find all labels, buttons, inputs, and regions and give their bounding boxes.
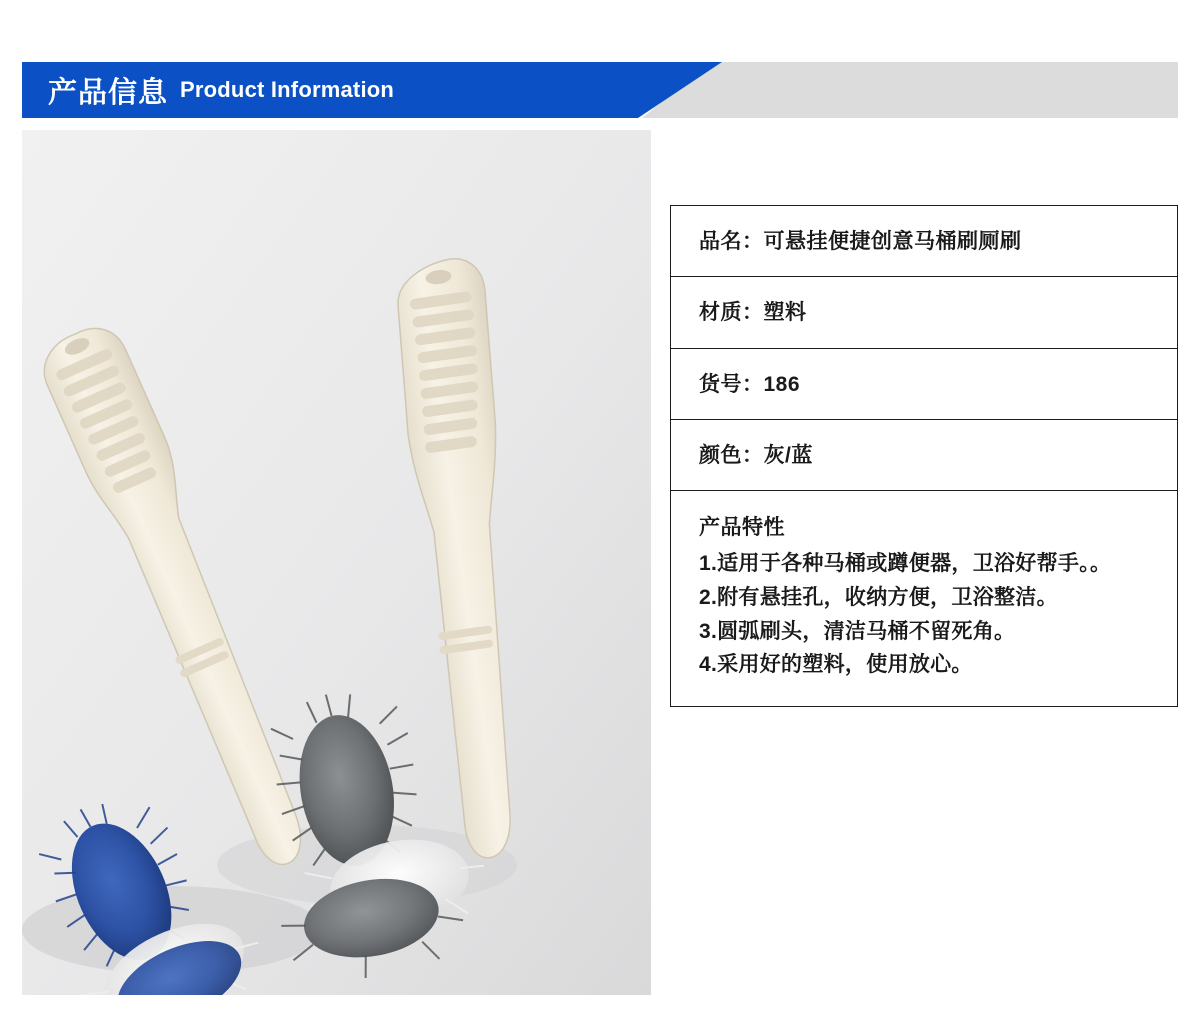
spec-item-number — [699, 371, 1149, 399]
spec-product-name — [699, 228, 1149, 256]
spec-color — [699, 442, 1149, 470]
spec-row-item-number — [671, 349, 1177, 420]
feature-item: 3.圆弧刷头，清洁马桶不留死角。 — [699, 619, 1016, 643]
page-title-en: Product Information — [180, 77, 395, 102]
feature-item: 2.附有悬挂孔，收纳方便，卫浴整洁。 — [699, 585, 1058, 609]
spec-product-name-label: 品名： — [699, 230, 764, 253]
section-header-banner — [22, 62, 1178, 118]
spec-row-color — [671, 420, 1177, 491]
spec-material-value: 塑料 — [763, 301, 807, 325]
spec-material-label: 材质： — [699, 301, 764, 325]
content-area — [22, 130, 1178, 995]
spec-row-features — [671, 491, 1177, 705]
spec-item-number-value: 186 — [763, 372, 801, 396]
feature-item: 1.适用于各种马桶或蹲便器，卫浴好帮手。。 — [699, 552, 1112, 576]
header-title-group — [48, 62, 394, 118]
header-banner-gray-shape — [642, 62, 1178, 118]
spec-table — [670, 205, 1178, 707]
spec-color-label: 颜色： — [699, 444, 764, 468]
spec-color-value: 灰/蓝 — [763, 444, 813, 468]
page-title-cn: 产品信息 — [48, 76, 169, 109]
product-photo-illustration — [22, 130, 651, 995]
spec-item-number-label: 货号： — [699, 372, 764, 396]
spec-row-material — [671, 277, 1177, 348]
spec-material — [699, 299, 1149, 327]
feature-item: 4.采用好的塑料，使用放心。 — [699, 653, 973, 677]
product-photo — [22, 130, 651, 995]
spec-product-name-value: 可悬挂便捷创意马桶刷厕刷 — [763, 230, 1022, 253]
spec-row-product-name — [671, 206, 1177, 277]
features-title: 产品特性 — [699, 516, 785, 540]
